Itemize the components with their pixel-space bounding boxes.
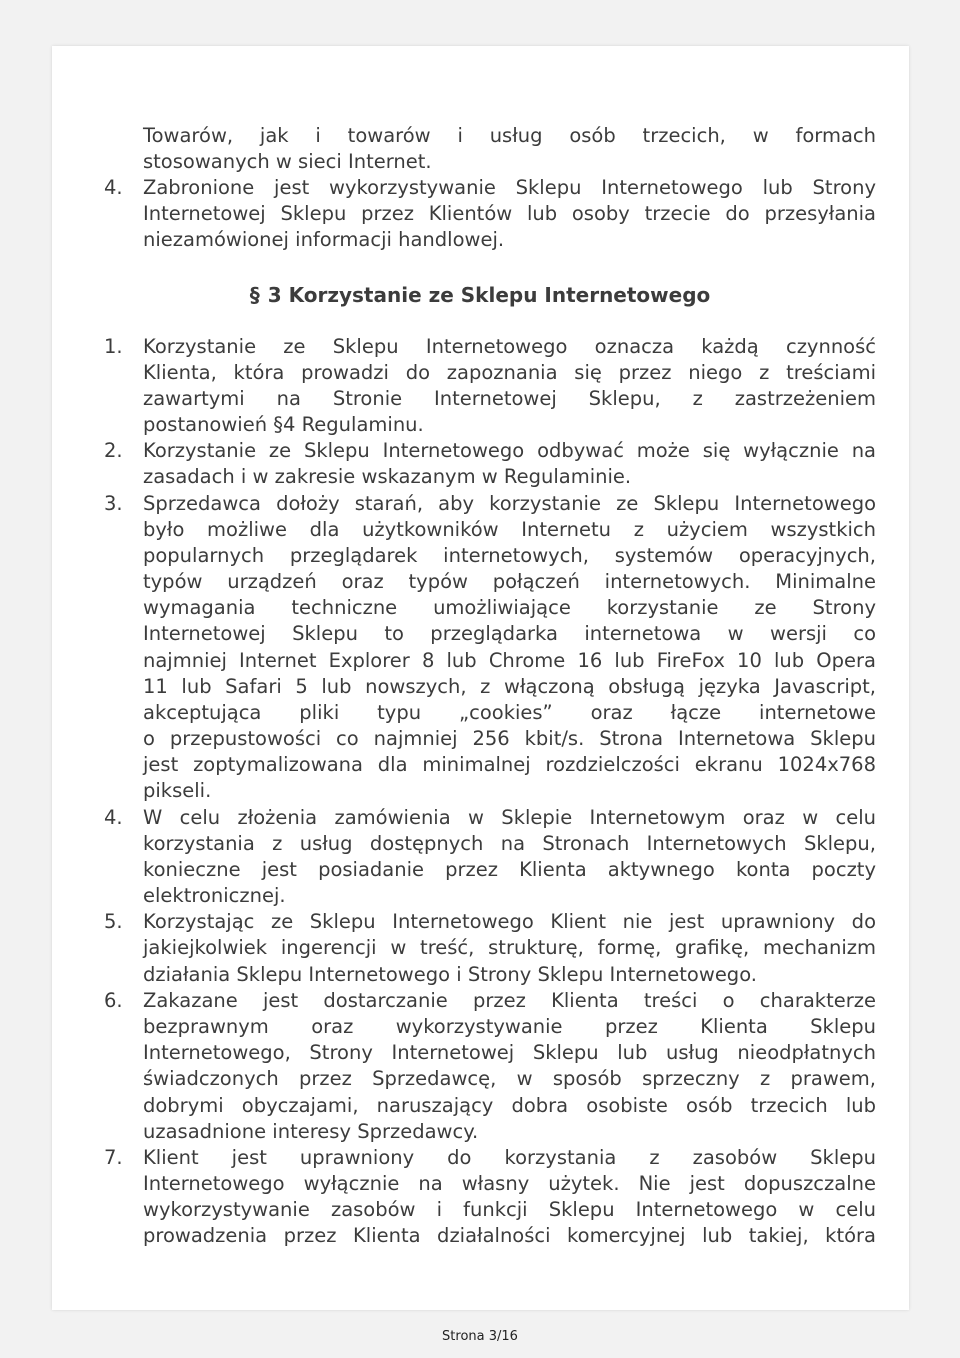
list-item-number: 2.	[104, 439, 123, 462]
text-line: Klienta, która prowadzi do zapoznania się przez niego z treściami	[143, 361, 876, 384]
text-line: uzasadnione interesy Sprzedawcy.	[143, 1120, 479, 1143]
text-line: dobrymi obyczajami, naruszający dobra osobiste osób trzecich lub	[143, 1094, 876, 1117]
text-line: Zabronione jest wykorzystywanie Sklepu Internetowego lub Strony	[143, 176, 876, 199]
text-line: konieczne jest posiadanie przez Klienta aktywnego konta poczty	[143, 858, 876, 881]
text-line: Klient jest uprawniony do korzystania z zasobów Sklepu	[143, 1146, 876, 1169]
list-item-number: 7.	[104, 1146, 123, 1169]
list-item-number: 6.	[104, 989, 123, 1012]
text-line: Korzystanie ze Sklepu Internetowego oznacza każdą czynność	[143, 335, 876, 358]
text-line: prowadzenia przez Klienta działalności komercyjnej lub takiej, która	[143, 1224, 876, 1247]
text-line: Internetowego wyłącznie na własny użytek. Nie jest dopuszczalne	[143, 1172, 876, 1195]
text-line: Internetowej Sklepu przez Klientów lub osoby trzecie do przesyłania	[143, 202, 876, 225]
text-line: wymagania techniczne umożliwiające korzystanie ze Strony	[143, 596, 876, 619]
section-title: 3 Korzystanie ze Sklepu Internetowego	[267, 283, 711, 307]
text-line: o przepustowości co najmniej 256 kbit/s. Strona Internetowa Sklepu	[143, 727, 876, 750]
text-line: postanowień §4 Regulaminu.	[143, 413, 424, 436]
text-line: wykorzystywanie zasobów i funkcji Sklepu Internetowego w celu	[143, 1198, 876, 1221]
text-line: pikseli.	[143, 779, 212, 802]
text-line: Towarów, jak i towarów i usług osób trzecich, w formach	[143, 124, 876, 147]
text-line: korzystania z usług dostępnych na Stronach Internetowych Sklepu,	[143, 832, 876, 855]
list-item-number: 5.	[104, 910, 123, 933]
text-line: 11 lub Safari 5 lub nowszych, z włączoną obsługą języka Javascript,	[143, 675, 876, 698]
section-symbol: §	[249, 283, 260, 307]
text-line: popularnych przeglądarek internetowych, systemów operacyjnych,	[143, 544, 876, 567]
text-line: akceptująca pliki typu „cookies” oraz łącze internetowe	[143, 701, 876, 724]
list-item-number: 4.	[104, 806, 123, 829]
section-heading	[0, 282, 960, 308]
page-number: Strona 3/16	[442, 1329, 518, 1344]
text-line: Internetowego, Strony Internetowej Sklepu lub usług nieodpłatnych	[143, 1041, 876, 1064]
text-line: zasadach i w zakresie wskazanym w Regulaminie.	[143, 465, 632, 488]
text-line: Internetowej Sklepu to przeglądarka internetowa w wersji co	[143, 622, 876, 645]
text-line: świadczonych przez Sprzedawcę, w sposób sprzeczny z prawem,	[143, 1067, 876, 1090]
text-line: jakiejkolwiek ingerencji w treść, strukturę, formę, grafikę, mechanizm	[143, 936, 876, 959]
list-item-number: 1.	[104, 335, 123, 358]
text-line: Zakazane jest dostarczanie przez Klienta treści o charakterze	[143, 989, 876, 1012]
text-line: W celu złożenia zamówienia w Sklepie Internetowym oraz w celu	[143, 806, 876, 829]
text-line: stosowanych w sieci Internet.	[143, 150, 432, 173]
text-line: elektronicznej.	[143, 884, 286, 907]
text-line: działania Sklepu Internetowego i Strony Sklepu Internetowego.	[143, 963, 757, 986]
list-item-number: 3.	[104, 492, 123, 515]
text-line: bezprawnym oraz wykorzystywanie przez Klienta Sklepu	[143, 1015, 876, 1038]
text-line: najmniej Internet Explorer 8 lub Chrome 16 lub FireFox 10 lub Opera	[143, 649, 876, 672]
text-line: jest zoptymalizowana dla minimalnej rozdzielczości ekranu 1024x768	[143, 753, 876, 776]
text-line: było możliwe dla użytkowników Internetu z użyciem wszystkich	[143, 518, 876, 541]
text-line: Sprzedawca dołoży starań, aby korzystanie ze Sklepu Internetowego	[143, 492, 876, 515]
text-line: zawartymi na Stronie Internetowej Sklepu, z zastrzeżeniem	[143, 387, 876, 410]
text-line: Korzystanie ze Sklepu Internetowego odbywać może się wyłącznie na	[143, 439, 876, 462]
list-item-number: 4.	[104, 176, 123, 199]
text-line: niezamówionej informacji handlowej.	[143, 228, 505, 251]
text-line: typów urządzeń oraz typów połączeń internetowych. Minimalne	[143, 570, 876, 593]
text-line: Korzystając ze Sklepu Internetowego Klient nie jest uprawniony do	[143, 910, 876, 933]
